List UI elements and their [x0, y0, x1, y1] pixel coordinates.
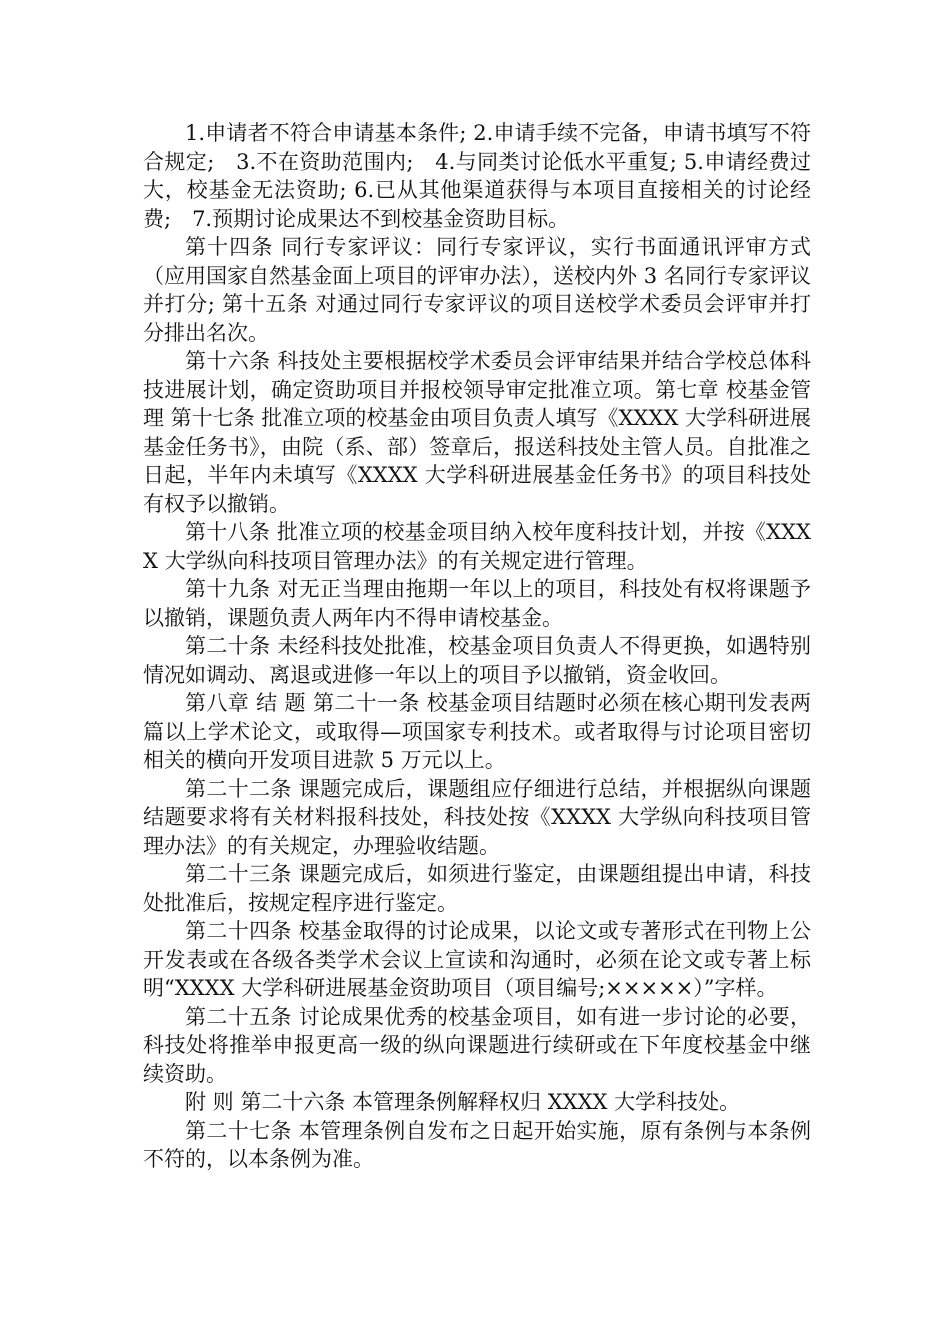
paragraph-2: 第十四条 同行专家评议：同行专家评议，实行书面通讯评审方式（应用国家自然基金面上项目的评审办法），送校内外 3 名同行专家评议并打分; 第十五条 对通过同行专家评议的项目送校学术委员会评审并打分排出名次。: [143, 235, 811, 345]
paragraph-9: 第二十三条 课题完成后，如须进行鉴定，由课题组提出申请，科技处批准后，按规定程序进行鉴定。: [143, 862, 811, 915]
paragraph-4: 第十八条 批准立项的校基金项目纳入校年度科技计划，并按《XXXX 大学纵向科技项目管理办法》的有关规定进行管理。: [143, 520, 811, 573]
paragraph-8: 第二十二条 课题完成后，课题组应仔细进行总结，并根据纵向课题结题要求将有关材料报科技处，科技处按《XXXX 大学纵向科技项目管理办法》的有关规定，办理验收结题。: [143, 776, 811, 858]
paragraph-10: 第二十四条 校基金取得的讨论成果，以论文或专著形式在刊物上公开发表或在各级各类学术会议上宣读和沟通时，必须在论文或专著上标明“XXXX 大学科研进展基金资助项目（项目编号;×××××）”字样。: [143, 919, 811, 1000]
paragraph-13: 第二十七条 本管理条例自发布之日起开始实施，原有条例与本条例不符的，以本条例为准。: [143, 1118, 811, 1171]
paragraph-7: 第八章 结 题 第二十一条 校基金项目结题时必须在核心期刊发表两篇以上学术论文，或取得—项国家专利技术。或者取得与讨论项目密切相关的横向开发项目进款 5 万元以上。: [143, 691, 811, 772]
paragraph-3: 第十六条 科技处主要根据校学术委员会评审结果并结合学校总体科技进展计划，确定资助项目并报校领导审定批准立项。第七章 校基金管理 第十七条 批准立项的校基金由项目负责人填写《XXXX 大学科研进展基金任务书》，由院（系、部）签章后，报送科技处主管人员。自批准之日起，半年内未填写《XXXX 大学科研进展基金任务书》的项目科技处有权予以撤销。: [143, 349, 811, 516]
paragraph-12: 附 则 第二十六条 本管理条例解释权归 XXXX 大学科技处。: [185, 1090, 741, 1114]
paragraph-6: 第二十条 未经科技处批准，校基金项目负责人不得更换，如遇特别情况如调动、离退或进修一年以上的项目予以撤销，资金收回。: [143, 634, 811, 687]
paragraph-5: 第十九条 对无正当理由拖期一年以上的项目，科技处有权将课题予以撤销，课题负责人两年内不得申请校基金。: [143, 577, 811, 630]
paragraph-1: 1.申请者不符合申请基本条件; 2.申请手续不完备，申请书填写不符合规定; 3.不在资助范围内; 4.与同类讨论低水平重复; 5.申请经费过大，校基金无法资助; 6.已从其他渠道获得与本项目直接相关的讨论经费; 7.预期讨论成果达不到校基金资助目标。: [143, 121, 811, 231]
paragraph-11: 第二十五条 讨论成果优秀的校基金项目，如有进一步讨论的必要，科技处将推举申报更高一级的纵向课题进行续研或在下年度校基金中继续资助。: [143, 1004, 811, 1086]
document-body: [143, 119, 811, 1174]
